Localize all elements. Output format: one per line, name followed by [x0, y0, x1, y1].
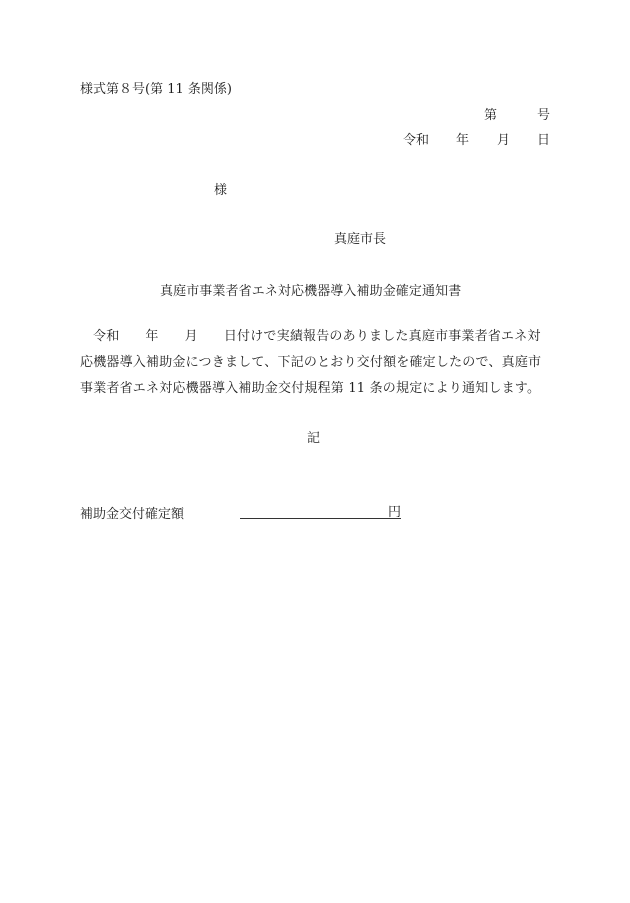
body-line-2: 応機器導入補助金につきまして、下記のとおり交付額を確定したので、真庭市	[80, 355, 542, 370]
body-line-3: 事業者省エネ対応機器導入補助金交付規程第 11 条の規定により通知します。	[80, 381, 541, 396]
body-line-1-text: 日付けで実績報告のありました真庭市事業者省エネ対	[223, 329, 541, 344]
doc-number-suffix: 号	[537, 108, 551, 123]
body-line-1	[80, 329, 541, 345]
amount-blank-underline	[240, 518, 401, 519]
date-day-label: 日	[537, 133, 551, 148]
addressee-honorific: 様	[214, 183, 228, 198]
ki-heading: 記	[307, 431, 321, 446]
date-year-label: 年	[456, 133, 470, 148]
body-date-year: 年	[145, 329, 159, 344]
date-month-label: 月	[497, 133, 511, 148]
form-number: 様式第８号(第 11 条関係)	[80, 82, 232, 97]
doc-number-prefix: 第	[484, 108, 498, 123]
issuer-name: 真庭市長	[334, 232, 387, 247]
document-title: 真庭市事業者省エネ対応機器導入補助金確定通知書	[160, 284, 462, 299]
body-date-month: 月	[184, 329, 198, 344]
amount-label: 補助金交付確定額	[80, 507, 185, 522]
body-date-era: 令和	[93, 329, 120, 344]
date-era: 令和	[403, 133, 430, 148]
amount-unit: 円	[388, 505, 402, 520]
